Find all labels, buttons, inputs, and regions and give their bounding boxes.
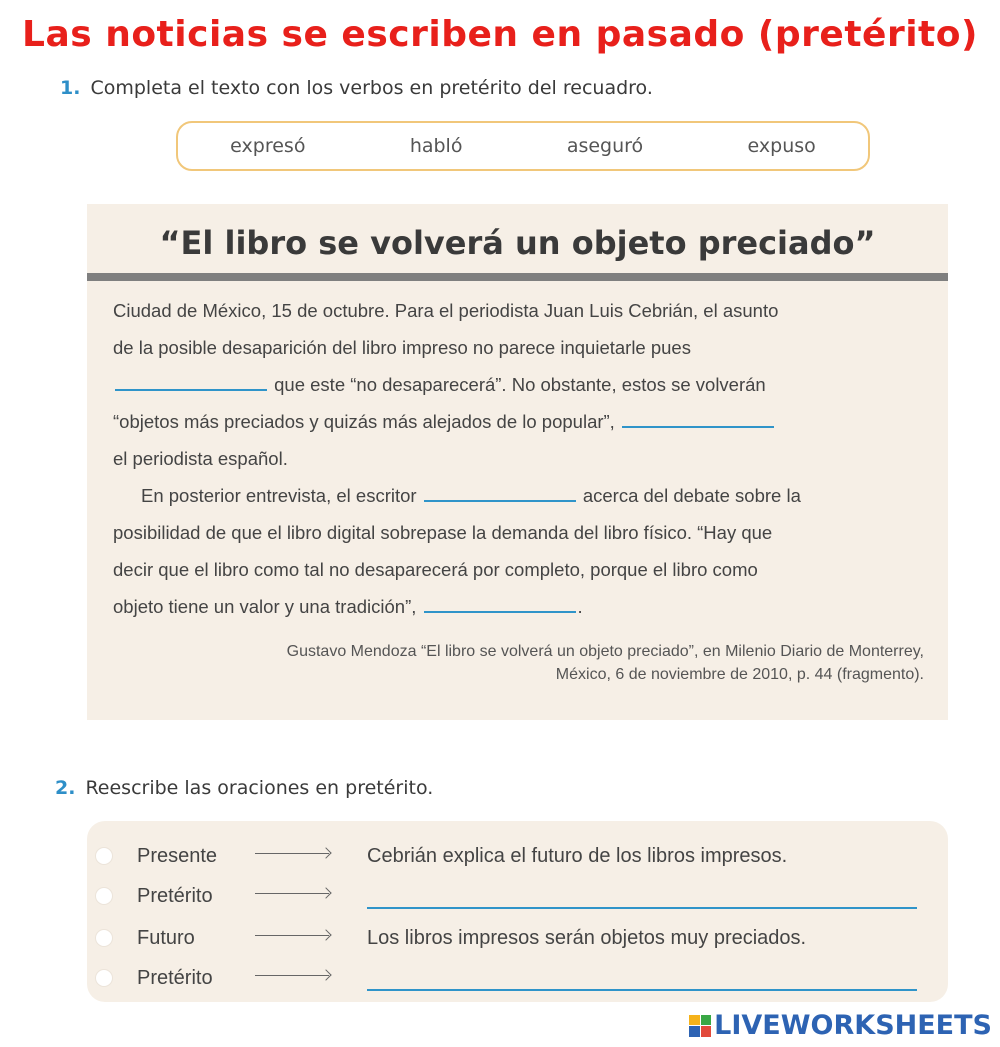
article-line — [113, 440, 923, 477]
article-text: de la posible desaparición del libro impreso no parece inquietarle pues — [113, 337, 691, 358]
article-text: objeto tiene un valor y una tradición”, — [113, 596, 417, 617]
question-2 — [55, 777, 433, 799]
article-text: En posterior entrevista, el escritor — [141, 485, 417, 506]
given-sentence: Cebrián explica el futuro de los libros impresos. — [367, 845, 788, 867]
brand-name: LIVEWORKSHEETS — [714, 1010, 992, 1041]
citation-line: México, 6 de noviembre de 2010, p. 44 (fragmento). — [555, 666, 924, 683]
given-sentence: Los libros impresos serán objetos muy preciados. — [367, 927, 807, 949]
tense-label: Pretérito — [137, 885, 213, 907]
article-line — [113, 477, 923, 514]
answer-input-1[interactable] — [367, 907, 917, 909]
article-body — [113, 292, 923, 625]
bullet-icon — [95, 847, 113, 865]
article-divider — [87, 273, 948, 281]
word-bank-item[interactable]: expresó — [230, 135, 306, 157]
rewrite-row — [87, 837, 948, 877]
tense-label: Futuro — [137, 927, 195, 949]
blank-3[interactable] — [424, 480, 576, 502]
question-1-number: 1. — [60, 77, 81, 99]
citation-line: Gustavo Mendoza “El libro se volverá un objeto preciado”, en Milenio Diario de Monterrey, — [286, 643, 924, 660]
word-bank-item[interactable]: habló — [409, 135, 463, 157]
tense-label: Presente — [137, 845, 218, 867]
question-2-number: 2. — [55, 777, 76, 799]
rewrite-row — [87, 959, 948, 999]
article-title: “El libro se volverá un objeto preciado” — [159, 224, 876, 262]
word-bank-item[interactable]: aseguró — [566, 135, 644, 157]
blank-4[interactable] — [424, 591, 576, 613]
article-line — [113, 403, 923, 440]
article-panel — [87, 204, 948, 720]
blank-2[interactable] — [622, 406, 774, 428]
word-bank — [176, 121, 870, 171]
liveworksheets-logo-icon — [689, 1015, 711, 1037]
arrow-right-icon — [255, 975, 329, 976]
article-text: Ciudad de México, 15 de octubre. Para el periodista Juan Luis Cebrián, el asunto — [113, 300, 779, 321]
article-line — [113, 329, 923, 366]
arrow-right-icon — [255, 935, 329, 936]
bullet-icon — [95, 929, 113, 947]
article-line — [113, 551, 923, 588]
question-1-text: Completa el texto con los verbos en pretérito del recuadro. — [90, 77, 653, 99]
brand-watermark — [689, 1010, 992, 1041]
article-line — [113, 366, 923, 403]
bullet-icon — [95, 969, 113, 987]
article-text: el periodista español. — [113, 448, 288, 469]
rewrite-panel — [87, 821, 948, 1002]
article-text: decir que el libro como tal no desaparecerá por completo, porque el libro como — [113, 559, 758, 580]
article-text: “objetos más preciados y quizás más alejados de lo popular”, — [113, 411, 615, 432]
blank-1[interactable] — [115, 369, 267, 391]
rewrite-row — [87, 877, 948, 917]
article-text: . — [577, 596, 583, 617]
article-line — [113, 588, 923, 625]
arrow-right-icon — [255, 853, 329, 854]
tense-label: Pretérito — [137, 967, 213, 989]
article-text: acerca del debate sobre la — [582, 485, 801, 506]
article-text: que este “no desaparecerá”. No obstante, estos se volverán — [274, 374, 766, 395]
article-citation — [287, 640, 924, 686]
page-title: Las noticias se escriben en pasado (pretérito) — [22, 14, 978, 55]
answer-input-2[interactable] — [367, 989, 917, 991]
rewrite-row — [87, 919, 948, 959]
article-line — [113, 514, 923, 551]
arrow-right-icon — [255, 893, 329, 894]
question-1 — [60, 77, 653, 99]
article-text: posibilidad de que el libro digital sobrepase la demanda del libro físico. “Hay que — [113, 522, 773, 543]
bullet-icon — [95, 887, 113, 905]
word-bank-item[interactable]: expuso — [747, 135, 816, 157]
question-2-text: Reescribe las oraciones en pretérito. — [85, 777, 434, 799]
article-line — [113, 292, 923, 329]
